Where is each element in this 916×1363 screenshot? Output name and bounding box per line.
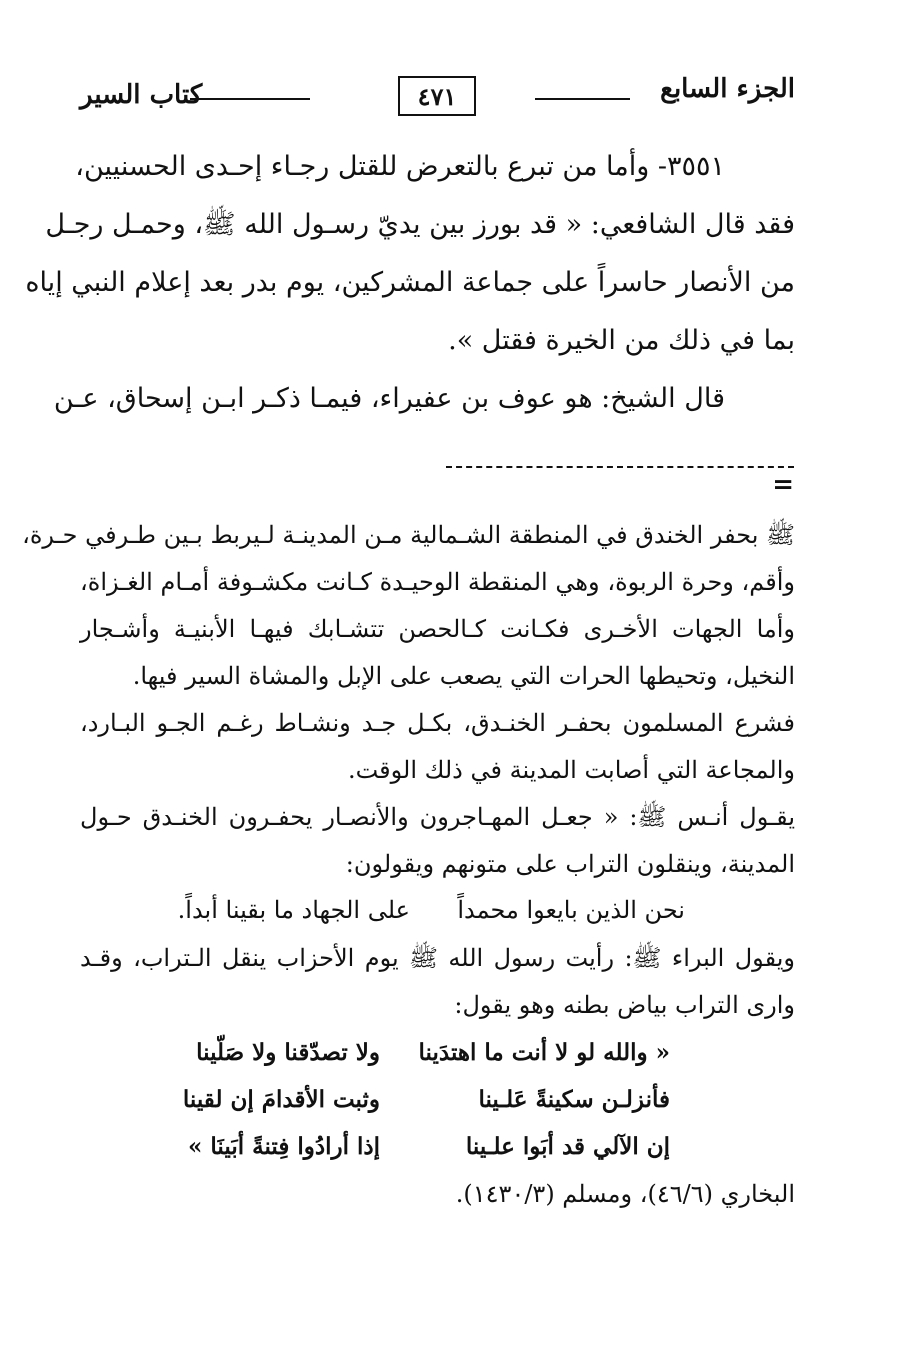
main-line: قال الشيخ: هو عوف بن عفيراء، فيمـا ذكـر ابـن إسحاق، عـن (53, 383, 725, 414)
header-rule-right (535, 98, 630, 100)
footnote-line: ﷺ بحفر الخندق في المنطقة الشـمالية مـن المدينـة لـيربط بـين طـرفي حـرة، (22, 521, 795, 549)
continuation-mark: = (772, 470, 794, 500)
footnote-separator (446, 466, 794, 468)
main-line: من الأنصار حاسراً على جماعة المشركين، يوم بدر بعد إعلام النبي إياه (25, 267, 795, 298)
source-citation: البخاري (٤٦/٦)، ومسلم (١٤٣٠/٣). (455, 1180, 795, 1208)
footnote-line: والمجاعة التي أصابت المدينة في ذلك الوقت. (347, 756, 795, 784)
footnote (22, 512, 795, 1218)
poem-second-hemistich: إذا أرادُوا فِتنةً أبَينَا » (188, 1133, 380, 1160)
footnote-line: وأقم، وحرة الربوة، وهي المنقطة الوحيـدة كـانت مكشـوفة أمـام الغـزاة، (80, 568, 795, 596)
main-text (25, 138, 795, 428)
page-number: ٤٧١ (398, 76, 476, 116)
footnote-line: المدينة، وينقلون التراب على متونهم ويقولون: (345, 850, 795, 878)
footnote-line: وأما الجهات الأخـرى فكـانت كـالحصن تتشـابك فيهـا الأبنيـة وأشـجار (80, 615, 795, 643)
verse-line (80, 888, 795, 935)
footnote-line: فشرع المسلمون بحفـر الخنـدق، بكـل جـد ونشـاط رغـم الجـو البـارد، (80, 709, 795, 737)
poem-second-hemistich: وثبت الأقدامَ إن لقينا (182, 1086, 380, 1113)
main-line: فقد قال الشافعي: « قد بورز بين يديّ رسـول الله ﷺ، وحمـل رجـل (45, 209, 795, 240)
poem-first-hemistich: « والله لو لا أنت ما اهتدَينا (418, 1039, 670, 1066)
poem-second-hemistich: ولا تصدّقنا ولا صَلّينا (196, 1039, 380, 1066)
page-header (80, 70, 800, 120)
footnote-line: النخيل، وتحيطها الحرات التي يصعب على الإبل والمشاة السير فيها. (132, 662, 795, 690)
footnote-line: ويقول البراء ﷺ: رأيت رسول الله ﷺ يوم الأحزاب ينقل الـتراب، وقـد (80, 944, 795, 972)
poem-line (80, 1076, 795, 1123)
poem-first-hemistich: فأنزلـن سكينةً عَلـينا (478, 1086, 670, 1113)
book-title: كتاب السير (80, 80, 203, 110)
verse-second-hemistich: على الجهاد ما بقينا أبداً. (177, 896, 410, 924)
main-line: ٣٥٥١- وأما من تبرع بالتعرض للقتل رجـاء إحـدى الحسنيين، (75, 151, 725, 182)
header-rule-left (190, 98, 310, 100)
volume-title: الجزء السابع (660, 74, 795, 104)
main-line: بما في ذلك من الخيرة فقتل ». (448, 325, 795, 356)
verse-first-hemistich: نحن الذين بايعوا محمداً (457, 896, 685, 924)
poem-first-hemistich: إن الآلي قد أبَوا علـينا (465, 1133, 670, 1160)
poem-line (80, 1123, 795, 1170)
footnote-line: يقـول أنـس ﷺ: « جعـل المهـاجرون والأنصـار يحفـرون الخنـدق حـول (80, 803, 795, 831)
footnote-line: وارى التراب بياض بطنه وهو يقول: (454, 991, 795, 1019)
poem-line (80, 1029, 795, 1076)
